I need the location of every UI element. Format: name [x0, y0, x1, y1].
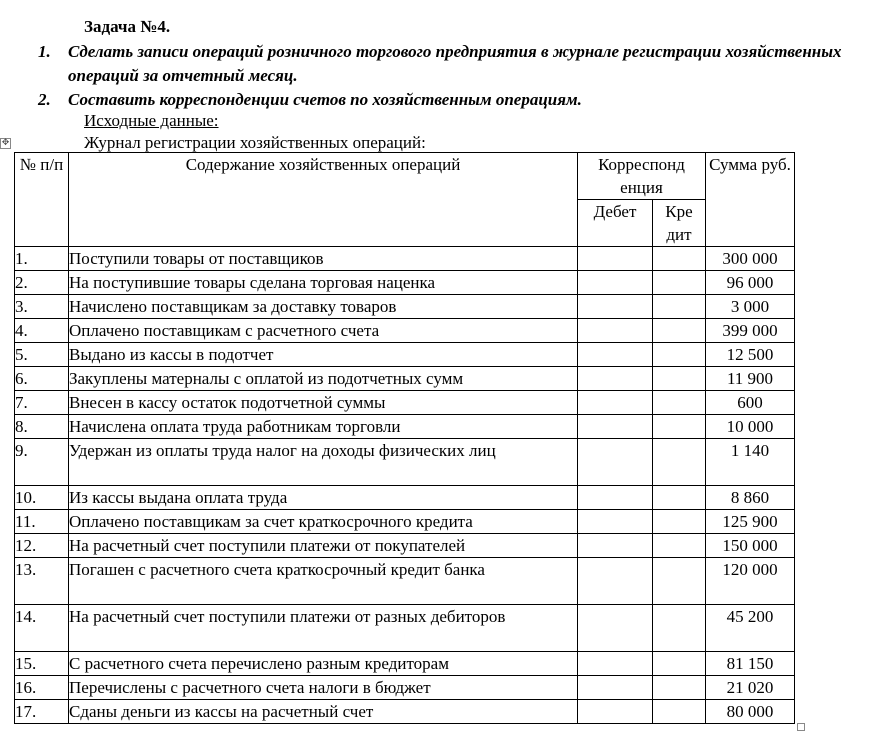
row-content: Внесен в кассу остаток подотчетной суммы — [69, 391, 578, 415]
row-sum: 120 000 — [706, 558, 795, 605]
header-content: Содержание хозяйственных операций — [69, 153, 578, 247]
row-credit[interactable] — [653, 319, 706, 343]
row-credit[interactable] — [653, 534, 706, 558]
table-row — [15, 319, 795, 343]
row-number: 3. — [15, 295, 69, 319]
row-debit[interactable] — [578, 439, 653, 486]
row-number: 6. — [15, 367, 69, 391]
row-credit[interactable] — [653, 343, 706, 367]
row-number: 16. — [15, 676, 69, 700]
row-sum: 150 000 — [706, 534, 795, 558]
row-number: 15. — [15, 652, 69, 676]
row-content: Начислена оплата труда работникам торговли — [69, 415, 578, 439]
row-sum: 125 900 — [706, 510, 795, 534]
row-sum: 3 000 — [706, 295, 795, 319]
row-content: Из кассы выдана оплата труда — [69, 486, 578, 510]
header-correspondence: Корреспонд енция — [578, 153, 706, 200]
row-debit[interactable] — [578, 510, 653, 534]
row-debit[interactable] — [578, 652, 653, 676]
row-content: С расчетного счета перечислено разным кредиторам — [69, 652, 578, 676]
table-resize-handle[interactable] — [797, 723, 805, 731]
row-content: Выдано из кассы в подотчет — [69, 343, 578, 367]
table-row — [15, 510, 795, 534]
table-row — [15, 652, 795, 676]
row-sum: 45 200 — [706, 605, 795, 652]
row-credit[interactable] — [653, 486, 706, 510]
task-item-1 — [0, 40, 860, 88]
row-number: 9. — [15, 439, 69, 486]
row-debit[interactable] — [578, 319, 653, 343]
table-row — [15, 700, 795, 724]
row-number: 1. — [15, 247, 69, 271]
row-credit[interactable] — [653, 271, 706, 295]
task-title: Задача №4. — [84, 17, 171, 36]
row-content: На расчетный счет поступили платежи от разных дебиторов — [69, 605, 578, 652]
row-credit[interactable] — [653, 247, 706, 271]
row-content: Оплачено поставщикам с расчетного счета — [69, 319, 578, 343]
task-list — [0, 40, 860, 112]
row-content: Закуплены матерналы с оплатой из подотчетных сумм — [69, 367, 578, 391]
row-sum: 1 140 — [706, 439, 795, 486]
row-credit[interactable] — [653, 510, 706, 534]
row-number: 2. — [15, 271, 69, 295]
row-sum: 12 500 — [706, 343, 795, 367]
row-credit[interactable] — [653, 700, 706, 724]
row-content: Сданы деньги из кассы на расчетный счет — [69, 700, 578, 724]
table-row — [15, 295, 795, 319]
row-debit[interactable] — [578, 295, 653, 319]
row-debit[interactable] — [578, 605, 653, 652]
row-content: На поступившие товары сделана торговая наценка — [69, 271, 578, 295]
row-debit[interactable] — [578, 700, 653, 724]
row-sum: 300 000 — [706, 247, 795, 271]
row-sum: 81 150 — [706, 652, 795, 676]
header-credit: Кре дит — [653, 200, 706, 247]
header-sum: Сумма руб. — [706, 153, 795, 247]
table-header-row — [15, 153, 795, 200]
row-credit[interactable] — [653, 391, 706, 415]
row-debit[interactable] — [578, 367, 653, 391]
table-row — [15, 676, 795, 700]
row-debit[interactable] — [578, 247, 653, 271]
row-debit[interactable] — [578, 391, 653, 415]
row-content: Поступили товары от поставщиков — [69, 247, 578, 271]
row-credit[interactable] — [653, 652, 706, 676]
row-credit[interactable] — [653, 558, 706, 605]
table-row — [15, 486, 795, 510]
row-sum: 80 000 — [706, 700, 795, 724]
task-item-number: 1. — [38, 42, 51, 61]
task-item-number: 2. — [38, 90, 51, 109]
table-row — [15, 558, 795, 605]
journal-table — [14, 152, 795, 724]
row-credit[interactable] — [653, 605, 706, 652]
row-number: 7. — [15, 391, 69, 415]
table-row — [15, 605, 795, 652]
row-content: Начислено поставщикам за доставку товаров — [69, 295, 578, 319]
row-content: Удержан из оплаты труда налог на доходы физических лиц — [69, 439, 578, 486]
table-row — [15, 391, 795, 415]
table-row — [15, 247, 795, 271]
task-item-2 — [0, 88, 860, 112]
row-content: Оплачено поставщикам за счет краткосрочного кредита — [69, 510, 578, 534]
table-move-handle-icon[interactable]: ✥ — [1, 138, 10, 148]
row-debit[interactable] — [578, 676, 653, 700]
row-number: 13. — [15, 558, 69, 605]
table-row — [15, 367, 795, 391]
row-credit[interactable] — [653, 676, 706, 700]
row-number: 11. — [15, 510, 69, 534]
table-row — [15, 271, 795, 295]
row-content: На расчетный счет поступили платежи от покупателей — [69, 534, 578, 558]
row-number: 12. — [15, 534, 69, 558]
row-sum: 8 860 — [706, 486, 795, 510]
row-debit[interactable] — [578, 558, 653, 605]
row-sum: 21 020 — [706, 676, 795, 700]
table-row — [15, 415, 795, 439]
row-debit[interactable] — [578, 486, 653, 510]
row-number: 17. — [15, 700, 69, 724]
row-sum: 96 000 — [706, 271, 795, 295]
row-number: 10. — [15, 486, 69, 510]
row-content: Перечислены с расчетного счета налоги в бюджет — [69, 676, 578, 700]
task-item-text: Сделать записи операций розничного торгового предприятия в журнале регистрации хозяйственных операций за отчетный месяц. — [68, 42, 842, 85]
row-sum: 399 000 — [706, 319, 795, 343]
row-debit[interactable] — [578, 343, 653, 367]
table-row — [15, 343, 795, 367]
table-row — [15, 534, 795, 558]
initial-data-heading: Исходные данные: — [84, 111, 219, 130]
journal-title: Журнал регистрации хозяйственных операций: — [84, 133, 426, 152]
row-number: 8. — [15, 415, 69, 439]
row-debit[interactable] — [578, 271, 653, 295]
row-number: 4. — [15, 319, 69, 343]
row-credit[interactable] — [653, 439, 706, 486]
row-credit[interactable] — [653, 295, 706, 319]
table-row — [15, 439, 795, 486]
row-number: 14. — [15, 605, 69, 652]
row-credit[interactable] — [653, 367, 706, 391]
row-content: Погашен с расчетного счета краткосрочный кредит банка — [69, 558, 578, 605]
row-sum: 11 900 — [706, 367, 795, 391]
row-number: 5. — [15, 343, 69, 367]
row-credit[interactable] — [653, 415, 706, 439]
row-sum: 10 000 — [706, 415, 795, 439]
header-debit: Дебет — [578, 200, 653, 247]
row-debit[interactable] — [578, 415, 653, 439]
row-debit[interactable] — [578, 534, 653, 558]
task-item-text: Составить корреспонденции счетов по хозяйственным операциям. — [68, 90, 582, 109]
row-sum: 600 — [706, 391, 795, 415]
header-number: № п/п — [15, 153, 69, 247]
